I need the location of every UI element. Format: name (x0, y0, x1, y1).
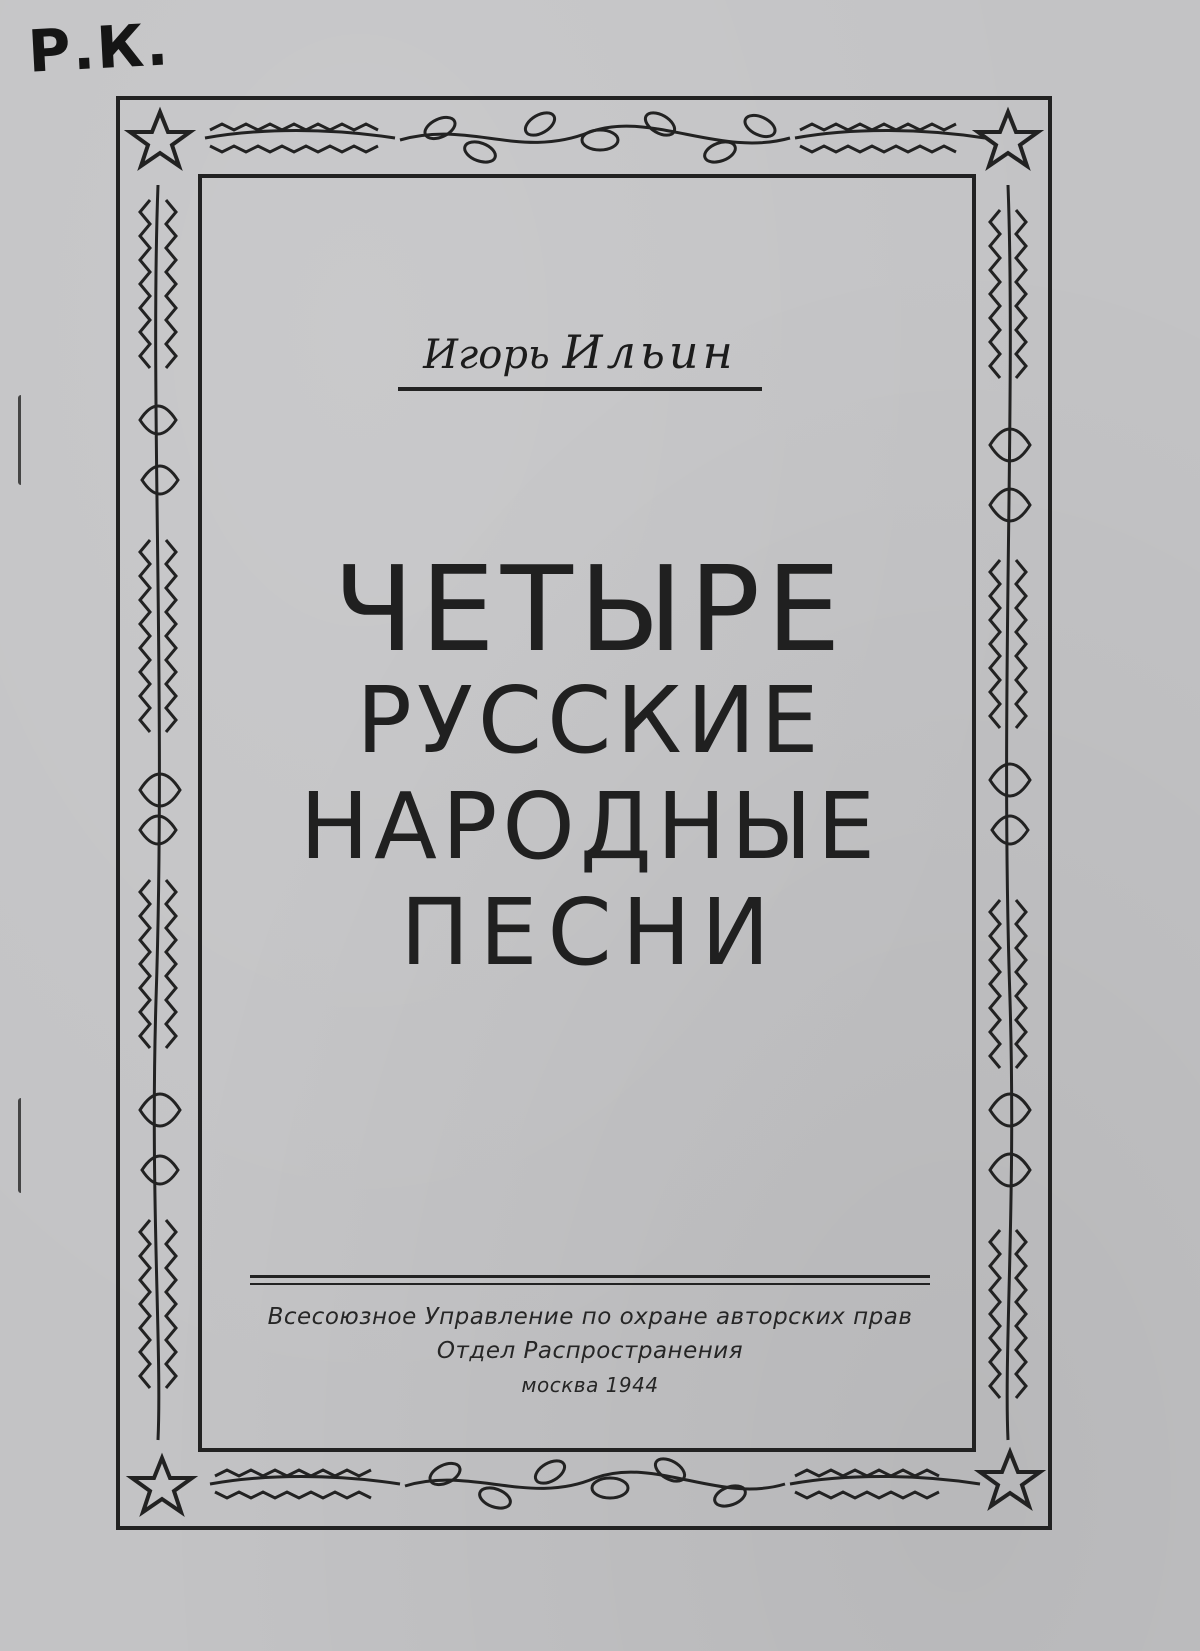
author-last-name: Ильин (562, 325, 737, 379)
title-line-4: ПЕСНИ (400, 879, 780, 986)
star-icon (132, 1458, 192, 1512)
publisher-block (220, 1300, 960, 1402)
star-icon (130, 112, 190, 166)
publisher-rule-thin (250, 1283, 930, 1285)
title-line-1: ЧЕТЫРЕ (333, 540, 847, 678)
publisher-name: Всесоюзное Управление по охране авторских прав (267, 1304, 913, 1330)
author-underline (398, 387, 762, 391)
star-icon (978, 112, 1038, 166)
publication-place-year: москва 1944 (521, 1373, 659, 1397)
title-block (230, 540, 950, 986)
star-icon (980, 1452, 1040, 1506)
author-first-name: Игорь (423, 332, 550, 378)
title-line-3: НАРОДНЫЕ (299, 773, 881, 880)
title-line-2: РУССКИЕ (356, 667, 824, 774)
author-name (423, 325, 737, 383)
top-wheat-band (205, 124, 985, 152)
right-wheat-column (990, 185, 1026, 1440)
handwritten-mark: Р.К. (26, 10, 172, 86)
publisher-rule (250, 1275, 930, 1278)
left-wheat-column (140, 185, 176, 1440)
publisher-department: Отдел Распространения (436, 1338, 744, 1364)
author-block (380, 325, 780, 383)
